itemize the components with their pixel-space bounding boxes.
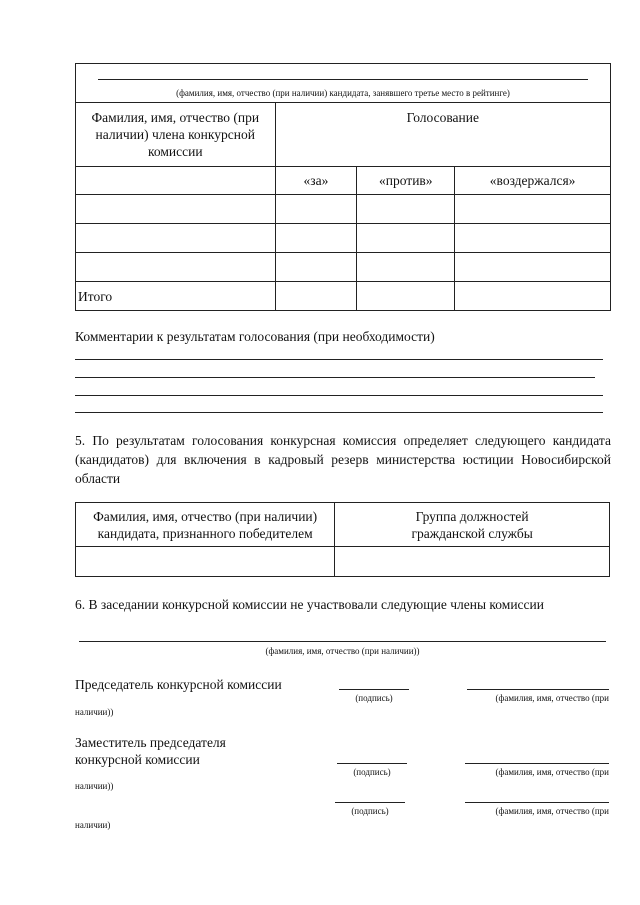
chairman-signature-line[interactable] bbox=[339, 689, 409, 690]
section5-text: 5. По результатам голосования конкурсная комиссия определяет следующего кандидата (кандидатов) для включения в кадровый резерв министерства юстиции Новосибирской области bbox=[75, 433, 611, 486]
position-group-cell[interactable] bbox=[335, 547, 610, 577]
deputy-label-line2: конкурсной комиссии bbox=[75, 752, 200, 767]
name-caption-end: наличии)) bbox=[75, 707, 114, 717]
for-cell[interactable] bbox=[275, 224, 357, 253]
name-caption: (фамилия, имя, отчество (при bbox=[495, 693, 609, 703]
third-place-line bbox=[98, 79, 588, 80]
for-cell[interactable] bbox=[275, 253, 357, 282]
empty-cell[interactable] bbox=[76, 167, 276, 195]
chairman-name-line[interactable] bbox=[467, 689, 609, 690]
position-group-header: Группа должностей гражданской службы bbox=[335, 503, 610, 547]
col-against-header: «против» bbox=[357, 167, 455, 195]
against-cell[interactable] bbox=[357, 253, 455, 282]
name-caption-end: наличии)) bbox=[75, 781, 114, 791]
member-cell[interactable] bbox=[76, 195, 276, 224]
signature-caption: (подпись) bbox=[355, 693, 393, 703]
comment-line[interactable] bbox=[75, 412, 603, 413]
col-abstain-header: «воздержался» bbox=[455, 167, 611, 195]
total-against-cell[interactable] bbox=[357, 282, 455, 311]
comments-label: Комментарии к результатам голосования (при необходимости) bbox=[75, 329, 435, 344]
name-caption: (фамилия, имя, отчество (при bbox=[495, 806, 609, 816]
third-place-caption: (фамилия, имя, отчество (при наличии) кандидата, занявшего третье место в рейтинге) bbox=[176, 88, 510, 98]
voting-header: Голосование bbox=[275, 103, 610, 167]
absent-members-caption: (фамилия, имя, отчество (при наличии)) bbox=[265, 646, 420, 656]
member-signature-line[interactable] bbox=[335, 802, 405, 803]
section6-text: 6. В заседании конкурсной комиссии не участвовали следующие члены комиссии bbox=[75, 597, 544, 612]
voting-table bbox=[75, 63, 611, 311]
name-caption-end: наличии) bbox=[75, 820, 111, 830]
member-header: Фамилия, имя, отчество (при наличии) члена конкурсной комиссии bbox=[76, 103, 276, 167]
member-cell[interactable] bbox=[76, 224, 276, 253]
deputy-name-line[interactable] bbox=[465, 763, 609, 764]
signature-caption: (подпись) bbox=[353, 767, 391, 777]
winner-cell[interactable] bbox=[76, 547, 335, 577]
total-for-cell[interactable] bbox=[275, 282, 357, 311]
table-row bbox=[76, 224, 611, 253]
for-cell[interactable] bbox=[275, 195, 357, 224]
total-row bbox=[76, 282, 611, 311]
table-row bbox=[76, 253, 611, 282]
abstain-cell[interactable] bbox=[455, 224, 611, 253]
chairman-label: Председатель конкурсной комиссии bbox=[75, 677, 282, 692]
winner-header: Фамилия, имя, отчество (при наличии) кандидата, признанного победителем bbox=[76, 503, 335, 547]
member-name-line[interactable] bbox=[465, 802, 609, 803]
comment-line[interactable] bbox=[75, 359, 603, 360]
abstain-cell[interactable] bbox=[455, 195, 611, 224]
absent-members-line[interactable] bbox=[79, 641, 606, 642]
abstain-cell[interactable] bbox=[455, 253, 611, 282]
total-label: Итого bbox=[76, 282, 276, 311]
against-cell[interactable] bbox=[357, 195, 455, 224]
signature-caption: (подпись) bbox=[351, 806, 389, 816]
reserve-table bbox=[75, 502, 610, 577]
comment-line[interactable] bbox=[75, 395, 603, 396]
third-place-cell bbox=[76, 64, 611, 103]
deputy-signature-line[interactable] bbox=[337, 763, 407, 764]
table-row bbox=[76, 195, 611, 224]
total-abstain-cell[interactable] bbox=[455, 282, 611, 311]
against-cell[interactable] bbox=[357, 224, 455, 253]
name-caption: (фамилия, имя, отчество (при bbox=[495, 767, 609, 777]
col-for-header: «за» bbox=[275, 167, 357, 195]
member-cell[interactable] bbox=[76, 253, 276, 282]
deputy-label-line1: Заместитель председателя bbox=[75, 735, 226, 750]
table-row bbox=[76, 547, 610, 577]
comment-line[interactable] bbox=[75, 377, 595, 378]
